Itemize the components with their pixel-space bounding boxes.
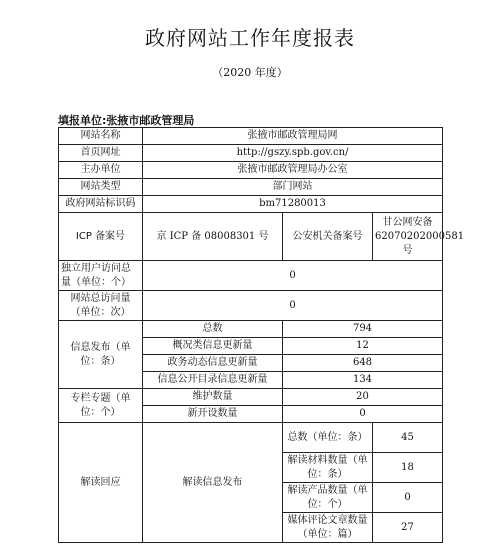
sub-value: 18 (373, 453, 443, 483)
sub-label: 政务动态信息更新量 (143, 355, 283, 372)
psb-number: 甘公网安备62070202000581 号 (373, 213, 443, 261)
info-release-label: 信息发布（单位：条） (59, 321, 143, 389)
sub-label: 总数（单位：条） (283, 423, 373, 453)
table-row (59, 321, 443, 338)
sub-label: 信息公开目录信息更新量 (143, 372, 283, 389)
sub-value: 134 (283, 372, 443, 389)
cell-label: 政府网站标识码 (59, 196, 143, 213)
sub-value: 794 (283, 321, 443, 338)
sub-value: 648 (283, 355, 443, 372)
table-row (59, 261, 443, 291)
table-row (59, 291, 443, 321)
sub-label: 维护数量 (143, 389, 283, 406)
cell-label: 首页网址 (59, 145, 143, 162)
sub-value: 20 (283, 389, 443, 406)
table-row (59, 179, 443, 196)
filler-unit: 填报单位:张掖市邮政管理局 (58, 114, 195, 127)
report-year: （2020 年度） (212, 66, 288, 79)
sub-value: 27 (373, 513, 443, 543)
sub-value: 12 (283, 338, 443, 355)
cell-value: bm71280013 (143, 196, 443, 213)
sub-label: 总数 (143, 321, 283, 338)
report-table (58, 127, 465, 543)
page-title: 政府网站工作年度报表 (145, 26, 355, 50)
cell-value: 部门网站 (143, 179, 443, 196)
table-row (59, 389, 443, 406)
sub-label: 解读材料数量（单位：条） (283, 453, 373, 483)
cell-value: 张掖市邮政管理局办公室 (143, 162, 443, 179)
sub-label: 概况类信息更新量 (143, 338, 283, 355)
table-row (59, 423, 443, 453)
cell-value: 张掖市邮政管理局网 (143, 128, 443, 145)
sub-value: 45 (373, 423, 443, 453)
interpret-sub-label: 解读信息发布 (143, 423, 283, 543)
sub-value: 0 (283, 406, 443, 423)
icp-number: 京 ICP 备 08008301 号 (143, 213, 283, 261)
cell-value: 0 (143, 291, 443, 321)
cell-value: 0 (143, 261, 443, 291)
cell-label: 主办单位 (59, 162, 143, 179)
table-row (59, 145, 443, 162)
table-row (59, 162, 443, 179)
sub-label: 媒体评论文章数量（单位：篇） (283, 513, 373, 543)
sub-value: 0 (373, 483, 443, 513)
table-row (59, 196, 443, 213)
cell-label: 网站类型 (59, 179, 143, 196)
sub-label: 解读产品数量（单位：个） (283, 483, 373, 513)
sub-label: 新开设数量 (143, 406, 283, 423)
psb-label: 公安机关备案号 (283, 213, 373, 261)
cell-value: http://gszy.spb.gov.cn/ (143, 145, 443, 162)
cell-label: 网站名称 (59, 128, 143, 145)
table-row (59, 128, 443, 145)
cell-label: 独立用户访问总量（单位：个） (59, 261, 143, 291)
column-topic-label: 专栏专题（单位：个） (59, 389, 143, 423)
interpret-label: 解读回应 (59, 423, 143, 543)
cell-label: ICP 备案号 (59, 213, 143, 261)
table-row (59, 213, 443, 261)
cell-label: 网站总访问量（单位：次） (59, 291, 143, 321)
